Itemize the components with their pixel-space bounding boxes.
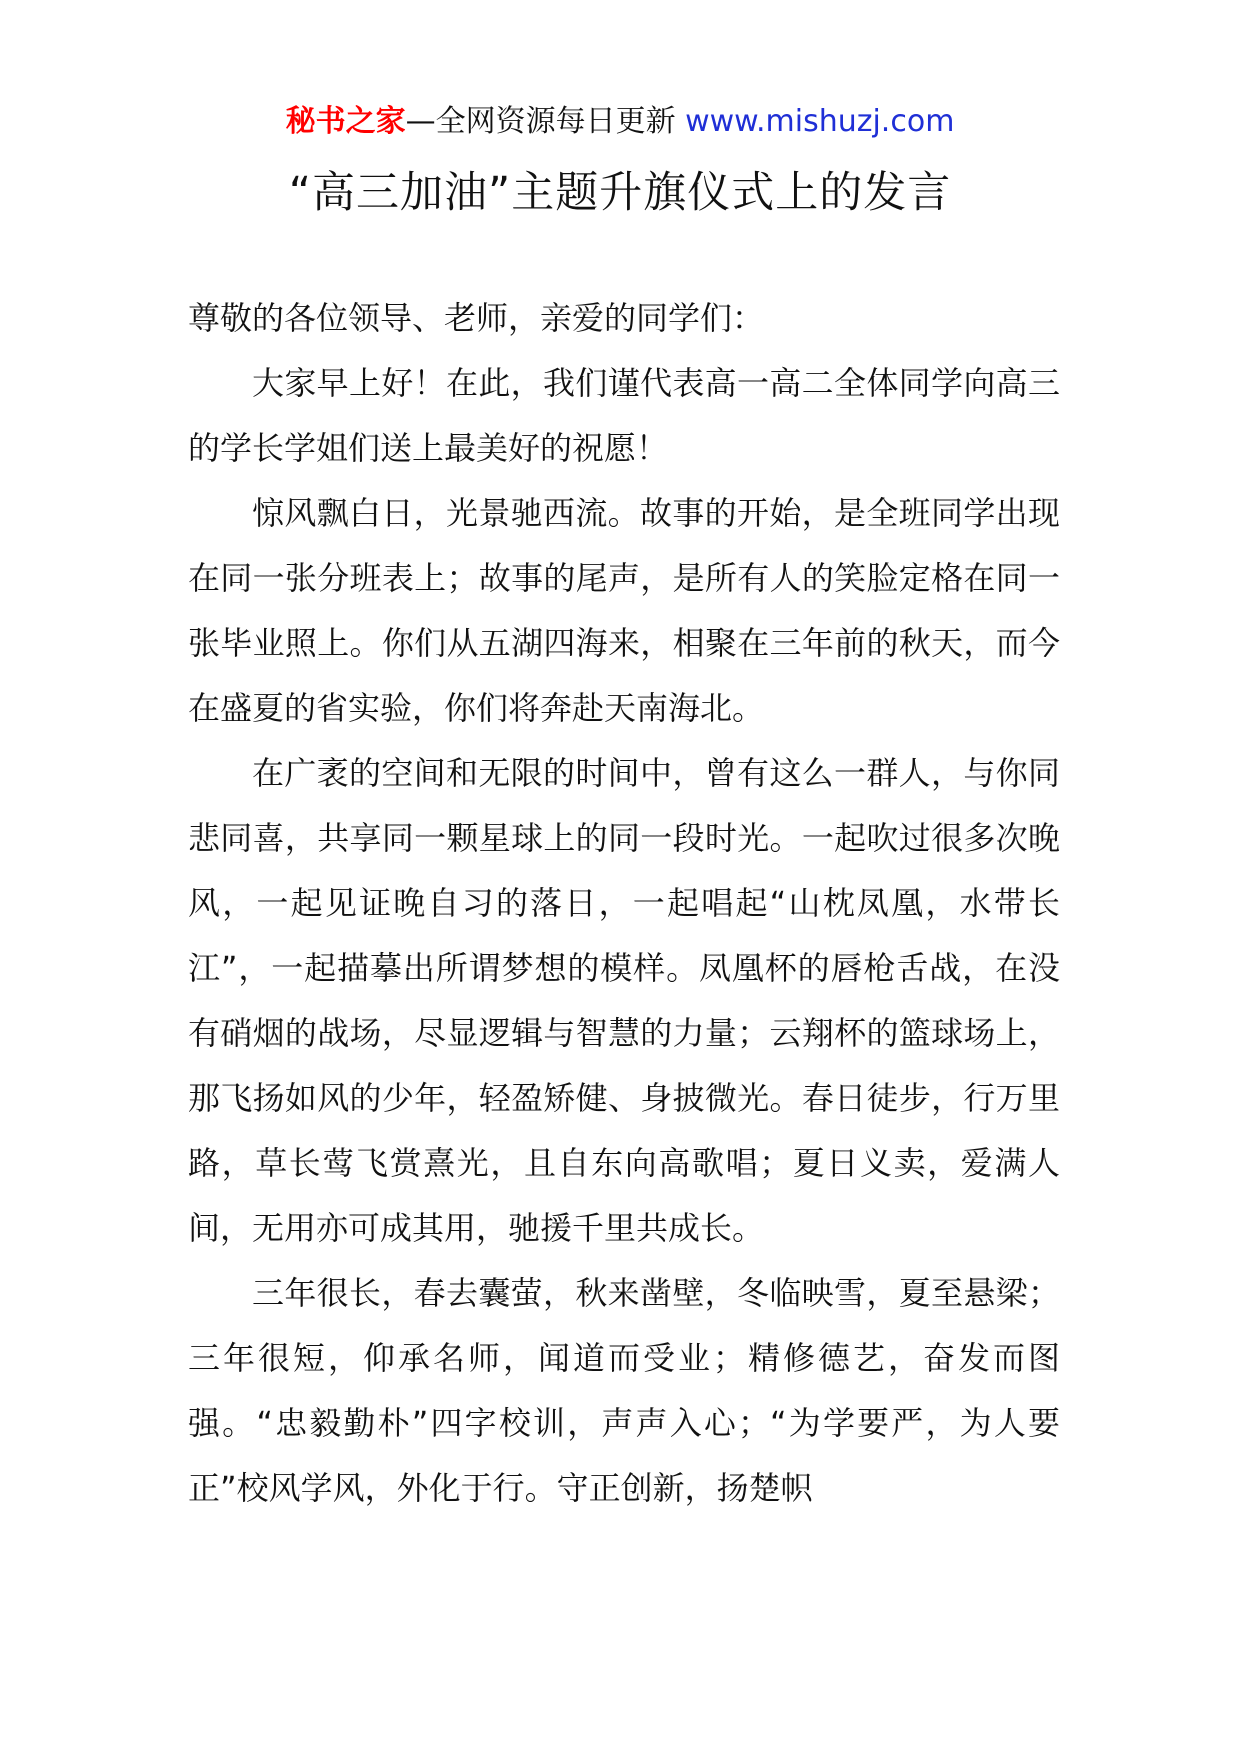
brand-name: 秘书之家 <box>285 104 406 139</box>
paragraph-3: 在广袤的空间和无限的时间中，曾有这么一群人，与你同悲同喜，共享同一颗星球上的同一段时光。一起吹过很多次晚风，一起见证晚自习的落日，一起唱起“山枕凤凰，水带长江”，一起描摹出所谓梦想的模样。凤凰杯的唇枪舌战，在没有硝烟的战场，尽显逻辑与智慧的力量；云翔杯的篮球场上，那飞扬如风的少年，轻盈矫健、身披微光。春日徒步，行万里路，草长莺飞赏熹光，且自东向高歌唱；夏日义卖，爱满人间，无用亦可成其用，驰援千里共成长。 <box>188 754 1060 1247</box>
site-url: www.mishuzj.com <box>675 104 955 139</box>
paragraph-1: 大家早上好！在此，我们谨代表高一高二全体同学向高三的学长学姐们送上最美好的祝愿！ <box>188 364 1060 467</box>
document-body <box>188 286 1060 1521</box>
document-title: “高三加油”主题升旗仪式上的发言 <box>288 168 952 218</box>
header-tagline: —全网资源每日更新 <box>405 104 676 139</box>
paragraph-2: 惊风飘白日，光景驰西流。故事的开始，是全班同学出现在同一张分班表上；故事的尾声，是所有人的笑脸定格在同一张毕业照上。你们从五湖四海来，相聚在三年前的秋天，而今在盛夏的省实验，你们将奔赴天南海北。 <box>188 494 1060 727</box>
salutation: 尊敬的各位领导、老师，亲爱的同学们： <box>188 299 765 337</box>
site-header <box>0 100 1240 144</box>
paragraph-4: 三年很长，春去囊萤，秋来凿壁，冬临映雪，夏至悬梁；三年很短，仰承名师，闻道而受业；精修德艺，奋发而图强。“忠毅勤朴”四字校训，声声入心；“为学要严，为人要正”校风学风，外化于行。守正创新，扬楚帜 <box>188 1274 1060 1507</box>
